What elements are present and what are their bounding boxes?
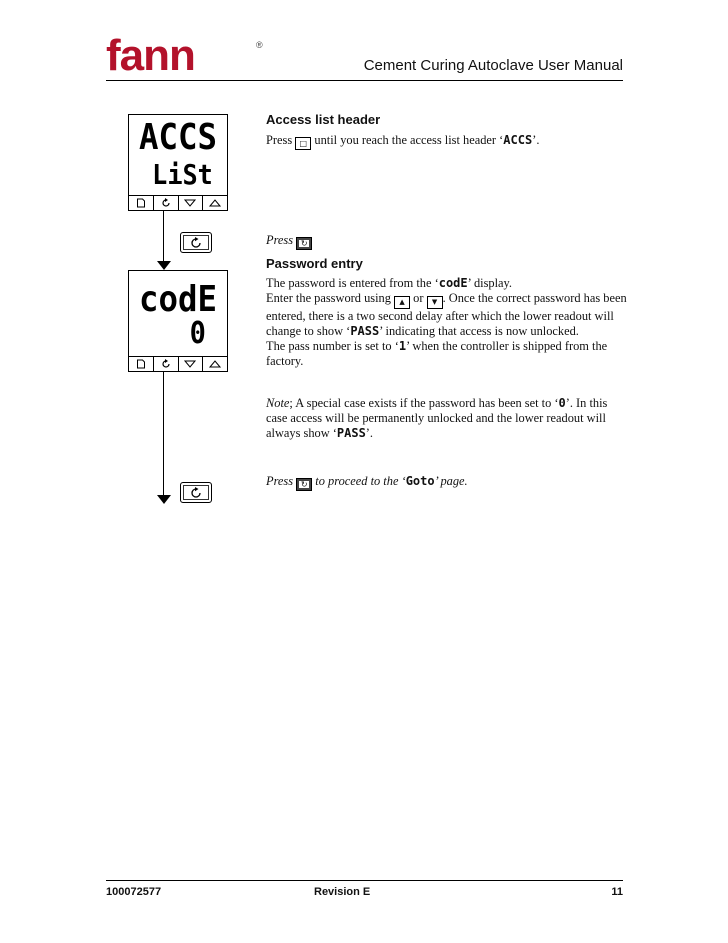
display-code: PASS: [336, 426, 366, 440]
flow-line: [163, 371, 164, 496]
up-key-icon: ▲: [394, 296, 410, 309]
cycle-icon: [190, 487, 202, 499]
note-paragraph: Note; A special case exists if the password has been set to ‘0’. In this case access will be permanently unlocked and the lower readout will always show ‘PASS’.: [266, 396, 608, 440]
display-code: 1: [398, 339, 407, 353]
cycle-icon: [190, 237, 202, 249]
display-code: codE: [438, 276, 468, 290]
lower-readout: 0: [189, 316, 206, 351]
revision-label: Revision E: [314, 886, 371, 898]
controller-keypad: [129, 195, 227, 210]
down-key-icon: ▼: [427, 296, 443, 309]
page-icon: [136, 359, 145, 369]
controller-display-access: [128, 114, 228, 211]
password-entry-section: [266, 256, 628, 369]
controller-display-password: [128, 270, 228, 372]
page-key-icon: □: [295, 137, 311, 150]
document-number: 100072577: [106, 886, 162, 898]
scroll-key[interactable]: [154, 357, 179, 371]
display-code: ACCS: [503, 133, 533, 147]
document-title: Cement Curing Autoclave User Manual: [363, 57, 623, 74]
upper-readout: codE: [138, 279, 218, 320]
flow-arrowhead: [157, 495, 171, 504]
up-key[interactable]: [203, 357, 227, 371]
page-icon: [136, 198, 145, 208]
password-entry-heading: Password entry: [266, 256, 363, 271]
access-list-heading: Access list header: [266, 112, 381, 127]
press-scroll-line: Press ↻: [266, 233, 628, 250]
scroll-key[interactable]: [154, 196, 179, 210]
down-arrow-icon: [184, 360, 196, 368]
controller-keypad: [129, 356, 227, 371]
access-list-section: [266, 112, 628, 150]
note-label: Note: [266, 396, 290, 410]
up-key[interactable]: [203, 196, 227, 210]
down-key[interactable]: [179, 357, 204, 371]
page-number: 11: [611, 886, 623, 898]
down-key[interactable]: [179, 196, 204, 210]
scroll-button[interactable]: [180, 232, 212, 253]
display-code: 0: [558, 396, 566, 410]
header-rule: [106, 80, 623, 81]
down-arrow-icon: [184, 199, 196, 207]
fann-logo: fann: [106, 31, 195, 80]
page-key[interactable]: [129, 196, 154, 210]
up-arrow-icon: [209, 360, 221, 368]
registered-mark: ®: [256, 40, 263, 50]
footer-rule: [106, 880, 623, 881]
upper-readout: ACCS: [138, 117, 218, 158]
proceed-instruction: Press ↻ to proceed to the ‘Goto’ page.: [266, 474, 468, 489]
cycle-icon: [161, 359, 171, 369]
lower-readout: LiSt: [152, 158, 213, 191]
scroll-button[interactable]: [180, 482, 212, 503]
display-code: Goto: [405, 474, 435, 488]
password-line-3: The pass number is set to ‘1’ when the controller is shipped from the factory.: [266, 339, 608, 368]
scroll-key-icon: ↻: [296, 237, 312, 250]
flow-line: [163, 210, 164, 262]
up-arrow-icon: [209, 199, 221, 207]
access-list-instruction: Press □ until you reach the access list header ‘ACCS’.: [266, 133, 540, 148]
scroll-key-icon: ↻: [296, 478, 312, 491]
flow-arrowhead: [157, 261, 171, 270]
cycle-icon: [161, 198, 171, 208]
password-line-2: Enter the password using ▲ or ▼ . Once the correct password has been entered, there is a two second delay after which the lower readout will change to show ‘PASS’ indicating that access is now unlocked.: [266, 291, 627, 338]
display-code: PASS: [350, 324, 380, 338]
page-key[interactable]: [129, 357, 154, 371]
password-line-1: The password is entered from the ‘codE’ display.: [266, 276, 513, 290]
